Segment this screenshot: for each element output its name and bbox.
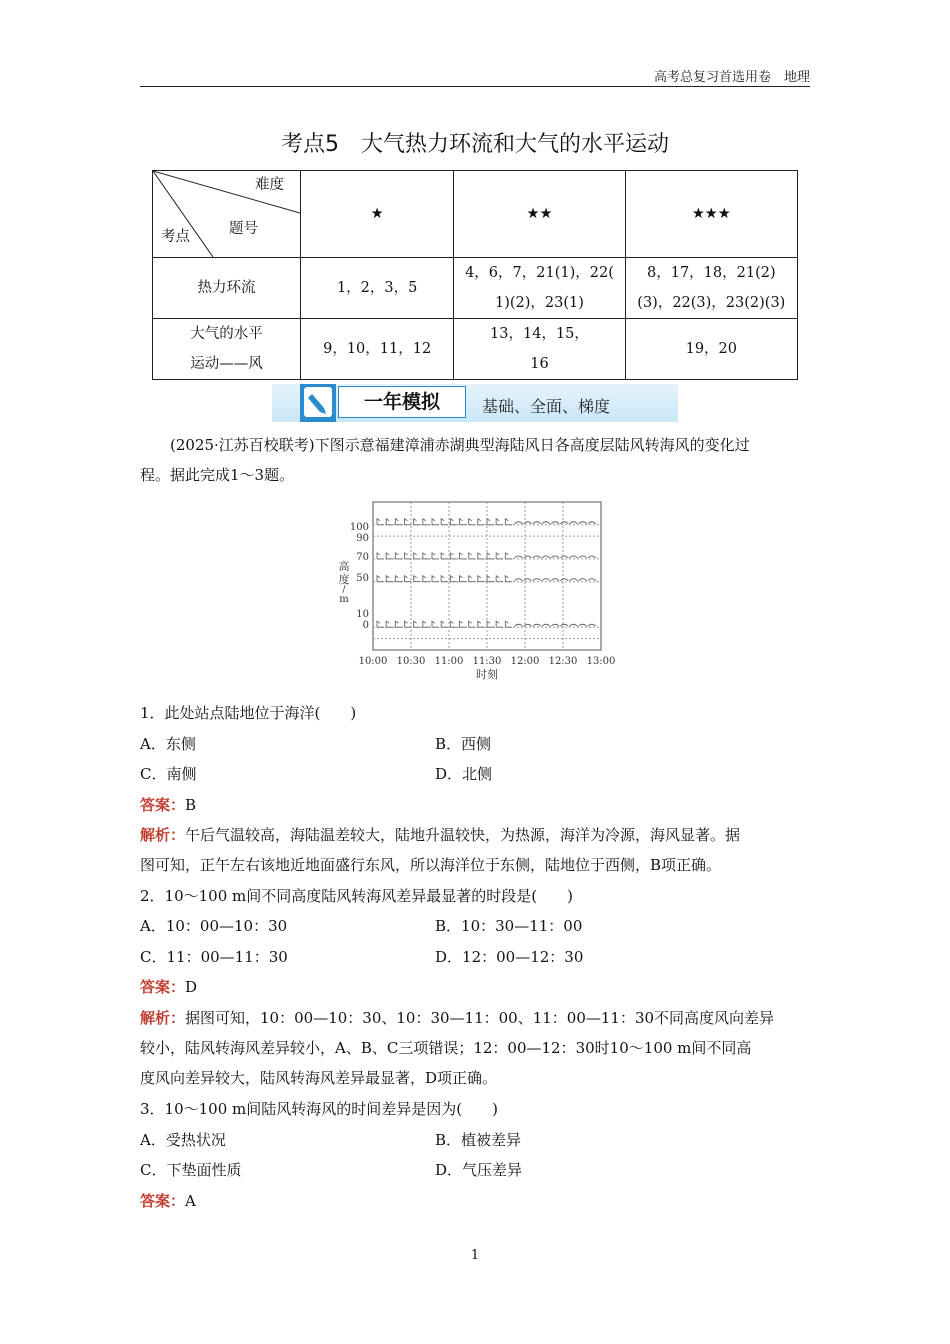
wind-barb (533, 579, 541, 581)
wind-barb (478, 621, 485, 627)
wind-barb (478, 576, 485, 582)
wind-barb (505, 519, 512, 525)
q3-option-d: D．气压差异 (435, 1161, 523, 1179)
row-topic-wind (153, 319, 301, 380)
banner-subtitle: 基础、全面、梯度 (482, 397, 611, 416)
wind-barb (551, 522, 559, 524)
wind-barb (450, 576, 457, 582)
section-banner (272, 384, 678, 422)
q2-explanation-line3: 度风向差异较大，陆风转海风差异最显著，D项正确。 (140, 1069, 498, 1087)
row2-col3: 19，20 (625, 319, 797, 380)
q1-explanation-text1: 午后气温较高，海陆温差较大，陆地升温较快，为热源，海洋为冷源，海风显著。据 (185, 826, 741, 844)
row1-col2-line2: 1)(2)，23(1) (495, 295, 584, 311)
wind-barb (570, 522, 578, 524)
wind-barb (505, 621, 512, 627)
wind-barb (450, 553, 457, 559)
wind-barb (579, 556, 587, 558)
q2-stem: 2．10～100 m间不同高度陆风转海风差异最显著的时段是( ) (140, 887, 573, 905)
row2-col2-line2: 16 (530, 356, 549, 372)
xtick-1200: 12:00 (510, 656, 540, 667)
row2-topic-line1: 大气的水平 (190, 326, 263, 342)
wind-barb (588, 624, 596, 626)
wind-barb (515, 522, 523, 524)
ytick-90: 90 (356, 533, 369, 544)
wind-barb (533, 556, 541, 558)
wind-barb (386, 553, 393, 559)
wind-barb (560, 624, 568, 626)
ylabel-3: / (342, 585, 346, 595)
wind-barb (560, 522, 568, 524)
row1-col3-line1: 8，17，18，21(2) (647, 265, 776, 281)
wind-barb (377, 621, 384, 627)
wind-barb (423, 553, 430, 559)
wind-barb (469, 553, 476, 559)
q3-answer-value: A (185, 1192, 196, 1210)
xtick-1230: 12:30 (548, 656, 578, 667)
wind-barb (414, 621, 421, 627)
intro-line2: 程。据此完成1～3题。 (140, 466, 295, 484)
row1-col1: 1，2，3，5 (301, 258, 454, 319)
wind-barb (405, 519, 412, 525)
wind-barb (460, 621, 467, 627)
wind-barb (423, 621, 430, 627)
wind-barb (386, 576, 393, 582)
wind-barb (524, 624, 532, 626)
q3-answer-label: 答案： (140, 1192, 186, 1210)
q2-explanation-text1: 据图可知，10：00—10：30、10：30—11：00、11：00—11：30不同高度风向差异 (185, 1009, 775, 1027)
wind-barb (377, 519, 384, 525)
q1-explanation-line2: 图可知，正午左右该地近地面盛行东风，所以海洋位于东侧，陆地位于西侧，B项正确。 (140, 856, 722, 874)
wind-barb (469, 519, 476, 525)
wind-barb (395, 621, 402, 627)
q2-explanation-line1 (140, 1003, 812, 1033)
wind-barb (533, 624, 541, 626)
xtick-1130: 11:30 (472, 656, 502, 667)
q3-stem: 3．10～100 m间陆风转海风的时间差异是因为( ) (140, 1100, 498, 1118)
xtick-1300: 13:00 (586, 656, 616, 667)
q1-explanation-line1 (140, 820, 812, 850)
header-rule (140, 86, 810, 87)
wind-barb (487, 553, 494, 559)
ylabel-1: 高 (338, 560, 350, 573)
wind-barb (560, 579, 568, 581)
pencil-icon (300, 384, 336, 422)
q2-answer (140, 972, 812, 1002)
xtick-1030: 10:30 (396, 656, 426, 667)
header-three-star: ★★★ (625, 171, 797, 258)
row2-col2-line1: 13，14，15， (490, 326, 589, 342)
wind-barb (432, 576, 439, 582)
q2-option-d: D．12：00—12：30 (435, 948, 584, 966)
q1-option-b: B．西侧 (435, 735, 492, 753)
wind-barb (450, 519, 457, 525)
wind-barb (460, 519, 467, 525)
intro-line1: (2025·江苏百校联考)下图示意福建漳浦赤湖典型海陆风日各高度层陆风转海风的变化过 (170, 436, 750, 454)
q1-explanation-label: 解析： (140, 826, 186, 844)
wind-barb (414, 576, 421, 582)
wind-barb (496, 621, 503, 627)
q3-option-c: C．下垫面性质 (140, 1161, 242, 1179)
xtick-1100: 11:00 (434, 656, 464, 667)
wind-barb (450, 621, 457, 627)
wind-barb (386, 621, 393, 627)
wind-barb (441, 553, 448, 559)
wind-barb (487, 621, 494, 627)
ylabel-2: 度 (338, 573, 350, 586)
q1-stem: 1．此处站点陆地位于海洋( ) (140, 704, 357, 722)
q3-answer (140, 1186, 812, 1216)
difficulty-table (152, 170, 798, 380)
wind-barb (579, 579, 587, 581)
wind-barb-chart (333, 494, 617, 684)
ytick-0: 0 (362, 620, 369, 631)
row1-col3-line2: (3)，22(3)，23(2)(3) (637, 295, 786, 311)
wind-barb (505, 553, 512, 559)
wind-barb (460, 576, 467, 582)
wind-barb (505, 576, 512, 582)
wind-barb (496, 576, 503, 582)
xlabel: 时刻 (476, 668, 498, 681)
q1-answer-label: 答案： (140, 796, 186, 814)
wind-barb (377, 553, 384, 559)
ylabel-4: m (339, 594, 349, 605)
wind-barb (386, 519, 393, 525)
wind-barb (551, 556, 559, 558)
row-topic-thermal: 热力环流 (153, 258, 301, 319)
row2-col2 (454, 319, 625, 380)
q1-option-c: C．南侧 (140, 765, 197, 783)
wind-barb (560, 556, 568, 558)
wind-barb (515, 556, 523, 558)
ytick-100: 100 (349, 522, 369, 533)
wind-barb (395, 576, 402, 582)
banner-label: 一年模拟 (338, 386, 466, 418)
q2-answer-value: D (185, 978, 198, 996)
row1-col3 (625, 258, 797, 319)
wind-barb (414, 519, 421, 525)
page-title: 考点5 大气热力环流和大气的水平运动 (281, 132, 669, 157)
wind-barb (496, 519, 503, 525)
wind-barb (542, 556, 550, 558)
wind-barb (405, 553, 412, 559)
q1-option-d: D．北侧 (435, 765, 493, 783)
wind-barb (533, 522, 541, 524)
q3-option-b: B．植被差异 (435, 1131, 522, 1149)
wind-barb (395, 553, 402, 559)
xtick-1000: 10:00 (358, 656, 388, 667)
wind-barb (423, 576, 430, 582)
wind-barb (542, 624, 550, 626)
header-one-star: ★ (301, 171, 454, 258)
wind-barb (579, 624, 587, 626)
wind-barb (423, 519, 430, 525)
wind-barb (570, 579, 578, 581)
wind-barb (515, 624, 523, 626)
page-number: 1 (470, 1248, 480, 1263)
row2-col1: 9，10，11，12 (301, 319, 454, 380)
wind-barb (441, 621, 448, 627)
wind-barb (579, 522, 587, 524)
q2-answer-label: 答案： (140, 978, 186, 996)
wind-barb (524, 556, 532, 558)
wind-barb (588, 556, 596, 558)
wind-barb (432, 621, 439, 627)
wind-barb (460, 553, 467, 559)
wind-barb (588, 579, 596, 581)
wind-barb (515, 579, 523, 581)
q1-option-a: A．东侧 (140, 735, 196, 753)
q1-answer (140, 790, 812, 820)
wind-barb (496, 553, 503, 559)
wind-barb (551, 624, 559, 626)
wind-barb (487, 519, 494, 525)
corner-label-topic: 考点 (161, 229, 190, 245)
ytick-70: 70 (356, 552, 369, 563)
q2-option-c: C．11：00—11：30 (140, 948, 288, 966)
wind-barb (441, 519, 448, 525)
q2-explanation-line2: 较小，陆风转海风差异较小，A、B、C三项错误；12：00—12：30时10～100 m间不同高 (140, 1039, 752, 1057)
header-text: 高考总复习首选用卷 地理 (653, 70, 810, 85)
row1-col2 (454, 258, 625, 319)
wind-barb (432, 519, 439, 525)
wind-barb (478, 553, 485, 559)
corner-label-difficulty: 难度 (255, 177, 284, 193)
q2-option-b: B．10：30—11：00 (435, 917, 583, 935)
q1-answer-value: B (185, 796, 197, 814)
wind-barb (551, 579, 559, 581)
q3-option-a: A．受热状况 (140, 1131, 226, 1149)
wind-barb (478, 519, 485, 525)
wind-barb (432, 553, 439, 559)
table-corner-cell (153, 171, 301, 258)
corner-label-number: 题号 (229, 221, 258, 237)
wind-barb (395, 519, 402, 525)
wind-barb (570, 556, 578, 558)
wind-barb (414, 553, 421, 559)
wind-barb (542, 579, 550, 581)
q2-explanation-label: 解析： (140, 1009, 186, 1027)
wind-barb (405, 576, 412, 582)
header-two-star: ★★ (454, 171, 625, 258)
row2-topic-line2: 运动——风 (190, 356, 263, 372)
ytick-50: 50 (356, 573, 369, 584)
wind-barb (542, 522, 550, 524)
wind-barb (570, 624, 578, 626)
wind-barb (487, 576, 494, 582)
wind-barb (441, 576, 448, 582)
wind-barb (405, 621, 412, 627)
wind-barb (377, 576, 384, 582)
wind-barb (469, 576, 476, 582)
wind-barb (588, 522, 596, 524)
row1-col2-line1: 4，6，7，21(1)，22( (465, 265, 614, 281)
q2-option-a: A．10：00—10：30 (140, 917, 288, 935)
ytick-10: 10 (356, 609, 369, 620)
wind-barb (469, 621, 476, 627)
